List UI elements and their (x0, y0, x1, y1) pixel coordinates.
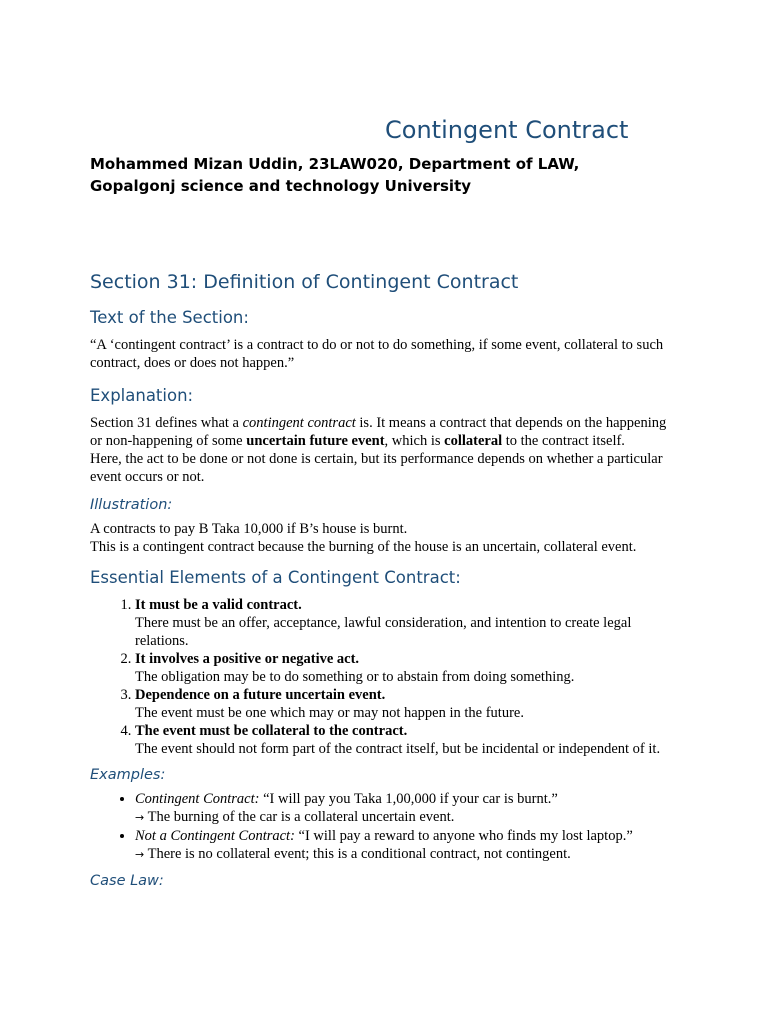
list-item: 2. It involves a positive or negative act. The obligation may be to do something or to abstain from doing something. (135, 650, 680, 686)
arrow-icon: → (135, 848, 145, 861)
text-of-section-body: “A ‘contingent contract’ is a contract to do or not to do something, if some event, collateral to such contract, does or does not happen.” (90, 337, 664, 371)
author-line-1: Mohammed Mizan Uddin, 23LAW020, Department of LAW, (90, 155, 580, 173)
list-item: 3. Dependence on a future uncertain event. The event must be one which may or may not happen in the future. (135, 686, 680, 722)
document-body (90, 268, 680, 896)
examples-heading: Examples: (90, 767, 166, 783)
explanation-paragraph-2: Here, the act to be done or not done is certain, but its performance depends on whether a particular event occurs or not. (90, 451, 663, 485)
illustration-heading: Illustration: (90, 497, 173, 513)
explanation-heading: Explanation: (90, 386, 194, 405)
author-info (90, 153, 680, 197)
author-line-2: Gopalgonj science and technology University (90, 177, 472, 195)
document-title: Contingent Contract (385, 116, 629, 144)
list-item: 1. It must be a valid contract. There must be an offer, acceptance, lawful consideration, and intention to create legal relations. (135, 596, 680, 650)
examples-list (90, 790, 680, 864)
elements-list (90, 596, 680, 758)
illustration-line-1: A contracts to pay B Taka 10,000 if B’s house is burnt. (90, 521, 408, 537)
case-law-heading: Case Law: (90, 873, 164, 889)
illustration-line-2: This is a contingent contract because the burning of the house is an uncertain, collateral event. (90, 539, 637, 555)
arrow-icon: → (135, 811, 145, 824)
list-item: 4. The event must be collateral to the contract. The event should not form part of the contract itself, but be incidental or independent of it. (135, 722, 680, 758)
section-heading: Section 31: Definition of Contingent Contract (90, 271, 519, 293)
explanation-paragraph-1: Section 31 defines what a contingent contract is. It means a contract that depends on the happening or non-happening of some uncertain future event, which is collateral to the contract itself. (90, 415, 667, 449)
elements-heading: Essential Elements of a Contingent Contract: (90, 568, 461, 587)
list-item: • Contingent Contract: “I will pay you Taka 1,00,000 if your car is burnt.” → The burning of the car is a collateral uncertain event. (135, 790, 680, 827)
text-of-section-heading: Text of the Section: (90, 308, 249, 327)
list-item: • Not a Contingent Contract: “I will pay a reward to anyone who finds my lost laptop.” → There is no collateral event; this is a conditional contract, not contingent. (135, 827, 680, 864)
